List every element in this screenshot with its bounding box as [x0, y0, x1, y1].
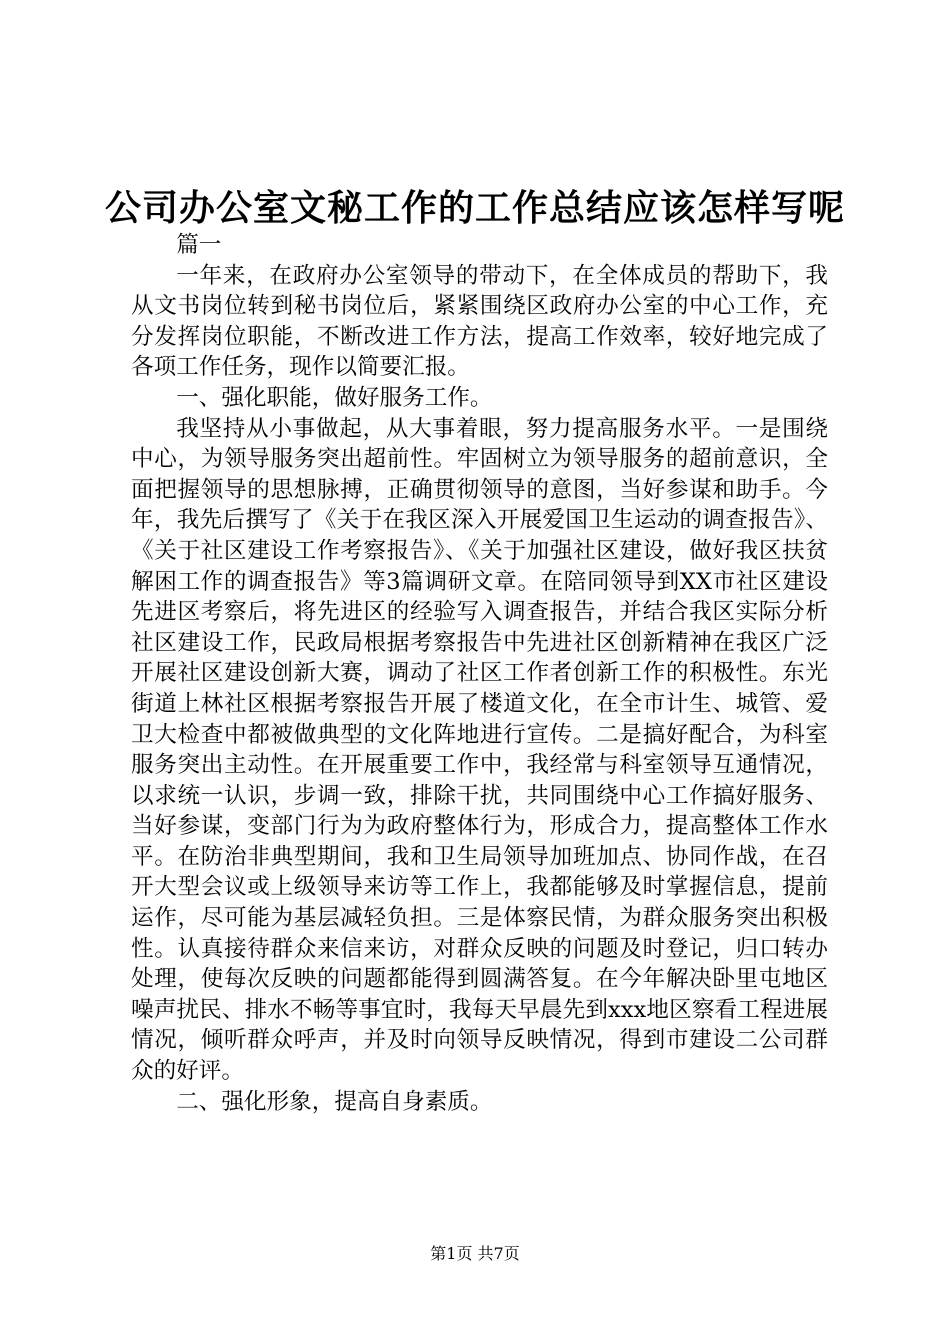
body-paragraph-1: 我坚持从小事做起，从大事着眼，努力提高服务水平。一是围绕中心，为领导服务突出超前性。牢固树立为领导服务的超前意识，全面把握领导的思想脉搏，正确贯彻领导的意图，当好参谋和助手。今年，我先后撰写了《关于在我区深入开展爱国卫生运动的调查报告》、《关于社区建设工作考察报告》、《关于加强社区建设，做好我区扶贫解困工作的调查报告》等3篇调研文章。在陪同领导到XX市社区建设先进区考察后，将先进区的经验写入调查报告，并结合我区实际分析社区建设工作，民政局根据考察报告中先进社区创新精神在我区广泛开展社区建设创新大赛，调动了社区工作者创新工作的积极性。东光街道上林社区根据考察报告开展了楼道文化，在全市计生、城管、爱卫大检查中都被做典型的文化阵地进行宣传。二是搞好配合，为科室服务突出主动性。在开展重要工作中，我经常与科室领导互通情况，以求统一认识，步调一致，排除干扰，共同围绕中心工作搞好服务、当好参谋，变部门行为为政府整体行为，形成合力，提高整体工作水平。在防治非典型期间，我和卫生局领导加班加点、协同作战，在召开大型会议或上级领导来访等工作上，我都能够及时掌握信息，提前运作，尽可能为基层减轻负担。三是体察民情，为群众服务突出积极性。认真接待群众来信来访，对群众反映的问题及时登记，归口转办处理，使每次反映的问题都能得到圆满答复。在今年解决卧里屯地区噪声扰民、排水不畅等事宜时，我每天早晨先到xxx地区察看工程进展情况，倾听群众呼声，并及时向领导反映情况，得到市建设二公司群众的好评。 [131, 415, 828, 1085]
section-label: 篇一 [176, 232, 222, 258]
page-footer: 第1页 共7页 [430, 1244, 520, 1263]
document-title: 公司办公室文秘工作的工作总结应该怎样写呢 [104, 187, 845, 229]
document-body [131, 230, 828, 1117]
section-heading-1: 一、强化职能，做好服务工作。 [176, 384, 493, 411]
section-heading-2: 二、强化形象，提高自身素质。 [176, 1088, 493, 1115]
intro-paragraph: 一年来，在政府办公室领导的带动下，在全体成员的帮助下，我从文书岗位转到秘书岗位后，紧紧围绕区政府办公室的中心工作，充分发挥岗位职能，不断改进工作方法，提高工作效率，较好地完成了各项工作任务，现作以简要汇报。 [131, 262, 828, 381]
